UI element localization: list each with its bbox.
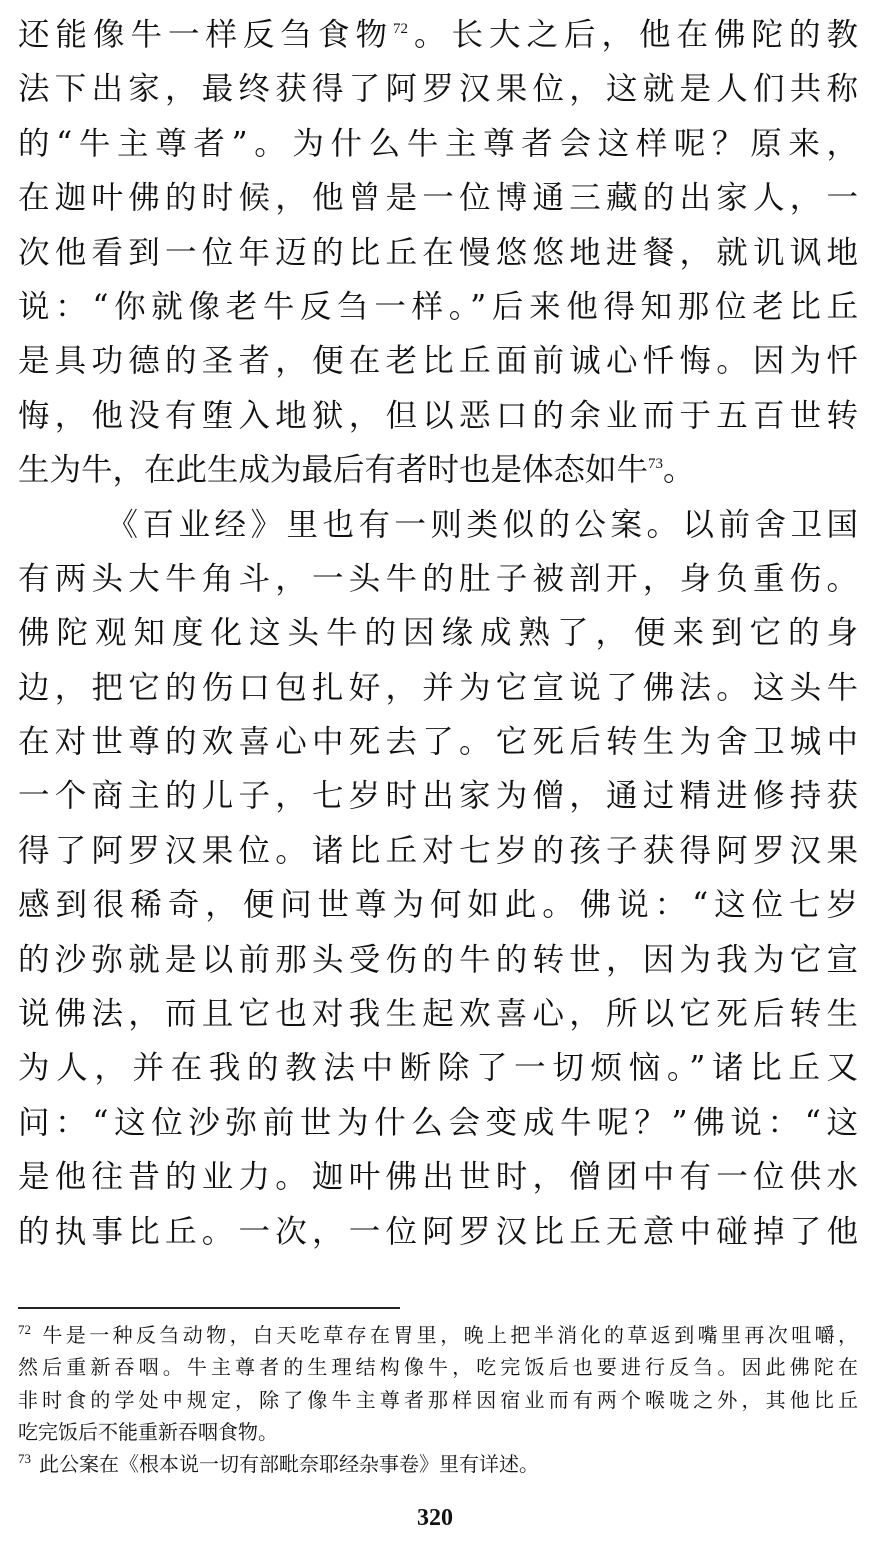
- text-line: 的沙弥就是以前那头受伤的牛的转世，因为我为它宣: [18, 941, 858, 978]
- text-line: 感到很稀奇，便问世尊为何如此。佛说：“这位七岁: [18, 887, 858, 924]
- text-line: 在迦叶佛的时候，他曾是一位博通三藏的出家人，一: [18, 180, 858, 217]
- text-line: 有两头大牛角斗，一头牛的肚子被剖开，身负重伤。: [18, 560, 858, 597]
- text-line: 还能像牛一样反刍食物$^{72}$。长大之后，他在佛陀的教: [18, 17, 858, 53]
- footnote-72-line: 然后重新吞咽。牛主尊者的生理结构像牛，吃完饭后也要进行反刍。因此佛陀在: [18, 1355, 858, 1380]
- text-line: 是他往昔的业力。迦叶佛出世时，僧团中有一位供水: [18, 1159, 858, 1196]
- text-line: 一个商主的儿子，七岁时出家为僧，通过精进修持获: [18, 778, 858, 815]
- text-line: 的执事比丘。一次，一位阿罗汉比丘无意中碰掉了他: [18, 1213, 858, 1250]
- text-line: 得了阿罗汉果位。诸比丘对七岁的孩子获得阿罗汉果: [18, 832, 858, 869]
- footnotes: [18, 1319, 858, 1480]
- text-line: 说佛法，而且它也对我生起欢喜心，所以它死后转生: [18, 996, 858, 1033]
- text-line: 法下出家，最终获得了阿罗汉果位，这就是人们共称: [18, 71, 858, 108]
- footnote-72-line: $^{72}$ 牛是一种反刍动物，白天吃草存在胃里，晚上把半消化的草返到嘴里再次咀嚼，: [18, 1322, 858, 1347]
- text-line: 生为牛，在此生成为最后有者时也是体态如牛$^{73}$。: [18, 452, 695, 489]
- footnote-72-line: 吃完饭后不能重新吞咽食物。: [18, 1419, 278, 1444]
- text-line: 的“牛主尊者”。为什么牛主尊者会这样呢？原来，: [18, 125, 858, 162]
- text-line: 是具功德的圣者，便在老比丘面前诚心忏悔。因为忏: [18, 343, 858, 380]
- text-line: 在对世尊的欢喜心中死去了。它死后转生为舍卫城中: [18, 724, 858, 761]
- footnote-72-line: 非时食的学处中规定，除了像牛主尊者那样因宿业而有两个喉咙之外，其他比丘: [18, 1387, 858, 1412]
- footnote-73-line: $^{73}$ 此公案在《根本说一切有部毗奈耶经杂事卷》里有详述。: [18, 1451, 539, 1477]
- text-line: 问：“这位沙弥前世为什么会变成牛呢？”佛说：“这: [18, 1104, 858, 1141]
- text-line: 次他看到一位年迈的比丘在慢悠悠地进餐，就讥讽地: [18, 234, 858, 271]
- text-line: 为人，并在我的教法中断除了一切烦恼。”诸比丘又: [18, 1050, 858, 1087]
- text-line: 佛陀观知度化这头牛的因缘成熟了，便来到它的身: [18, 615, 858, 652]
- footnote-ref-72[interactable]: 72: [393, 21, 408, 37]
- text-line: 边，把它的伤口包扎好，并为它宣说了佛法。这头牛: [18, 669, 858, 706]
- body-text: [18, 8, 858, 1259]
- text-line: 说：“你就像老牛反刍一样。”后来他得知那位老比丘: [18, 288, 858, 325]
- footnote-number: 72: [18, 1322, 31, 1337]
- text-line: 《百业经》里也有一则类似的公案。以前舍卫国: [102, 506, 858, 543]
- footnote-ref-73[interactable]: 73: [648, 456, 664, 473]
- footnote-divider: [18, 1307, 400, 1309]
- page-number: 320: [417, 1505, 453, 1531]
- footnote-number: 73: [18, 1451, 31, 1467]
- text-line: 悔，他没有堕入地狱，但以恶口的余业而于五百世转: [18, 397, 858, 434]
